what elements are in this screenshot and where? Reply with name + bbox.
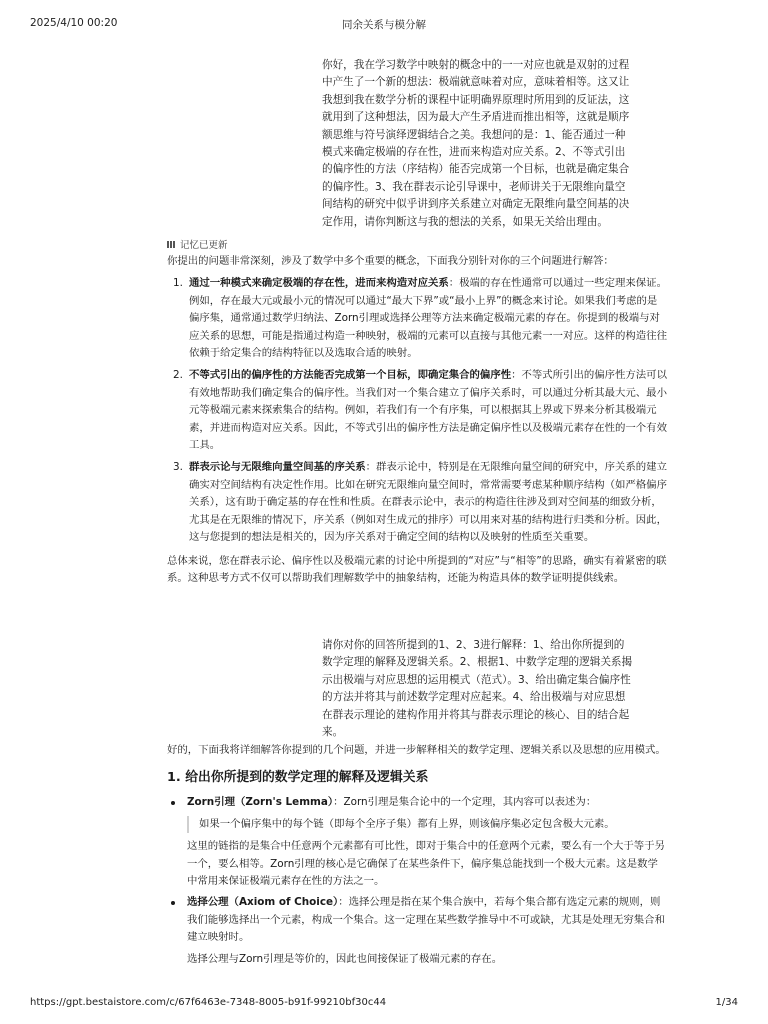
answer-list [167,275,667,546]
list-item-body: ：不等式所引出的偏序性方法可以有效地帮助我们确定集合的偏序性。当我们对一个集合建立了偏序关系时，可以通过分析其最大元、最小元等极端元素来探索集合的结构。例如，若我们有一个有序集，可以根据其上界或下界来分析其极端元素，并进而构造对应关系。因此，不等式引出的偏序性方法是确定偏序性以及极端元素存在性的一个有效工具。 [189,369,667,452]
theorem-body: ：选择公理是指在某个集合族中，若每个集合都有选定元素的规则，则我们能够选择出一个元素，构成一个集合。这一定理在某些数学推导中不可或缺，尤其是处理无穷集合和建立映射时。 [187,896,665,944]
list-item [167,459,667,546]
list-item [167,894,667,968]
user-message-2: 请你对你的回答所提到的1、2、3进行解释：1、给出你所提到的数学定理的解释及逻辑关系。2、根据1、中数学定理的逻辑关系揭示出极端与对应思想的运用模式（范式）。3、给出确定集合偏序性的方法并将其与前述数学定理对应起来。4、给出极端与对应思想在群表示理论的建构作用并将其与群表示理论的核心、目的结合起来。 [322,639,633,739]
list-item [167,367,667,454]
footer-url: https://gpt.bestaistore.com/c/67f6463e-7348-8005-b91f-99210bf30c44 [30,997,387,1008]
theorem-list [167,794,667,968]
theorem-quote: 如果一个偏序集中的每个链（即每个全序子集）都有上界，则该偏序集必定包含极大元素。 [187,816,667,833]
theorem-body: ：Zorn引理是集合论中的一个定理，其内容可以表述为： [333,796,597,809]
assistant-message-1 [167,253,667,587]
list-item [167,794,667,890]
answer-intro: 你提出的问题非常深刻，涉及了数学中多个重要的概念，下面我分别针对你的三个问题进行解答： [167,255,614,267]
section-heading: 1. 给出你所提到的数学定理的解释及逻辑关系 [167,770,429,786]
answer-summary: 总体来说，您在群表示论、偏序性以及极端元素的讨论中所提到的“对应”与“相等”的思路，确实有着紧密的联系。这种思考方式不仅可以帮助我们理解数学中的抽象结构，还能为构造具体的数学证明提供线索。 [167,554,667,584]
list-item-title: 不等式引出的偏序性的方法能否完成第一个目标，即确定集合的偏序性 [189,369,512,382]
list-number: 2. [173,369,183,382]
list-number: 3. [173,461,183,474]
answer-intro: 好的，下面我将详细解答你提到的几个问题，并进一步解释相关的数学定理、逻辑关系以及思想的应用模式。 [167,744,666,756]
list-item-body: ：极端的存在性通常可以通过一些定理来保证。例如，存在最大元或最小元的情况可以通过“最大下界”或“最小上界”的概念来讨论。如果我们考虑的是偏序集，通常通过数学归纳法、Zorn引理或选择公理等方法来确定极端元素的存在。你提到的极端与对应关系的思想，可能是指通过构造一种映射，极端的元素可以直接与其他元素一一对应。这样的构造往往依赖于给定集合的结构特征以及选取合适的映射。 [189,277,667,360]
theorem-explanation: 选择公理与Zorn引理是等价的，因此也间接保证了极端元素的存在。 [187,952,503,965]
page-number: 1/34 [715,997,738,1008]
list-item-title: 通过一种模式来确定极端的存在性，进而来构造对应关系 [189,277,449,290]
theorem-title: 选择公理（Axiom of Choice） [187,896,339,909]
memory-icon [167,240,176,249]
theorem-title: Zorn引理（Zorn's Lemma） [187,796,334,809]
user-message-1: 你好，我在学习数学中映射的概念中的一一对应也就是双射的过程中产生了一个新的想法：极端就意味着对应，意味着相等。这又让我想到我在数学分析的课程中证明确界原理时所用到的反证法，这就用到了这种想法，因为最大产生矛盾进而推出相等，这就是顺序额思维与符号演绎逻辑结合之美。我想问的是：1、能否通过一种模式来确定极端的存在性，进而来构造对应关系。2、不等式引出的偏序性的方法（序结构）能否完成第一个目标，也就是确定集合的偏序性。3、我在群表示论引导课中，老师讲关于无限维向量空间结构的研究中似乎讲到序关系建立对确定无限维向量空间基的决定作用，请你判断这与我的想法的关系，如果无关给出理由。 [322,59,630,228]
theorem-explanation: 这里的链指的是集合中任意两个元素都有可比性，即对于集合中的任意两个元素，要么有一个大于等于另一个，要么相等。Zorn引理的核心是它确保了在某些条件下，偏序集总能找到一个极大元素。这是数学中常用来保证极端元素存在性的方法之一。 [187,840,665,888]
memory-updated-notice [167,237,228,251]
assistant-message-2 [167,742,667,972]
bullet-icon [171,801,175,805]
list-item-body: ：群表示论中，特别是在无限维向量空间的研究中，序关系的建立确实对空间结构有决定性作用。比如在研究无限维向量空间时，常常需要考虑某种顺序结构（如严格偏序关系），这有助于确定基的存在性和性质。在群表示论中，表示的构造往往涉及到对空间基的细致分析，尤其是在无限维的情况下，序关系（例如对生成元的排序）可以用来对基的结构进行归类和分析。因此，这与您提到的想法是相关的，因为序关系对于确定空间的结构以及映射的性质至关重要。 [189,461,667,544]
list-item-title: 群表示论与无限维向量空间基的序关系 [189,461,366,474]
list-item [167,275,667,362]
print-date: 2025/4/10 00:20 [30,17,118,29]
list-number: 1. [173,277,183,290]
bullet-icon [171,901,175,905]
page-title: 同余关系与模分解 [342,19,426,31]
memory-label: 记忆已更新 [180,240,228,251]
